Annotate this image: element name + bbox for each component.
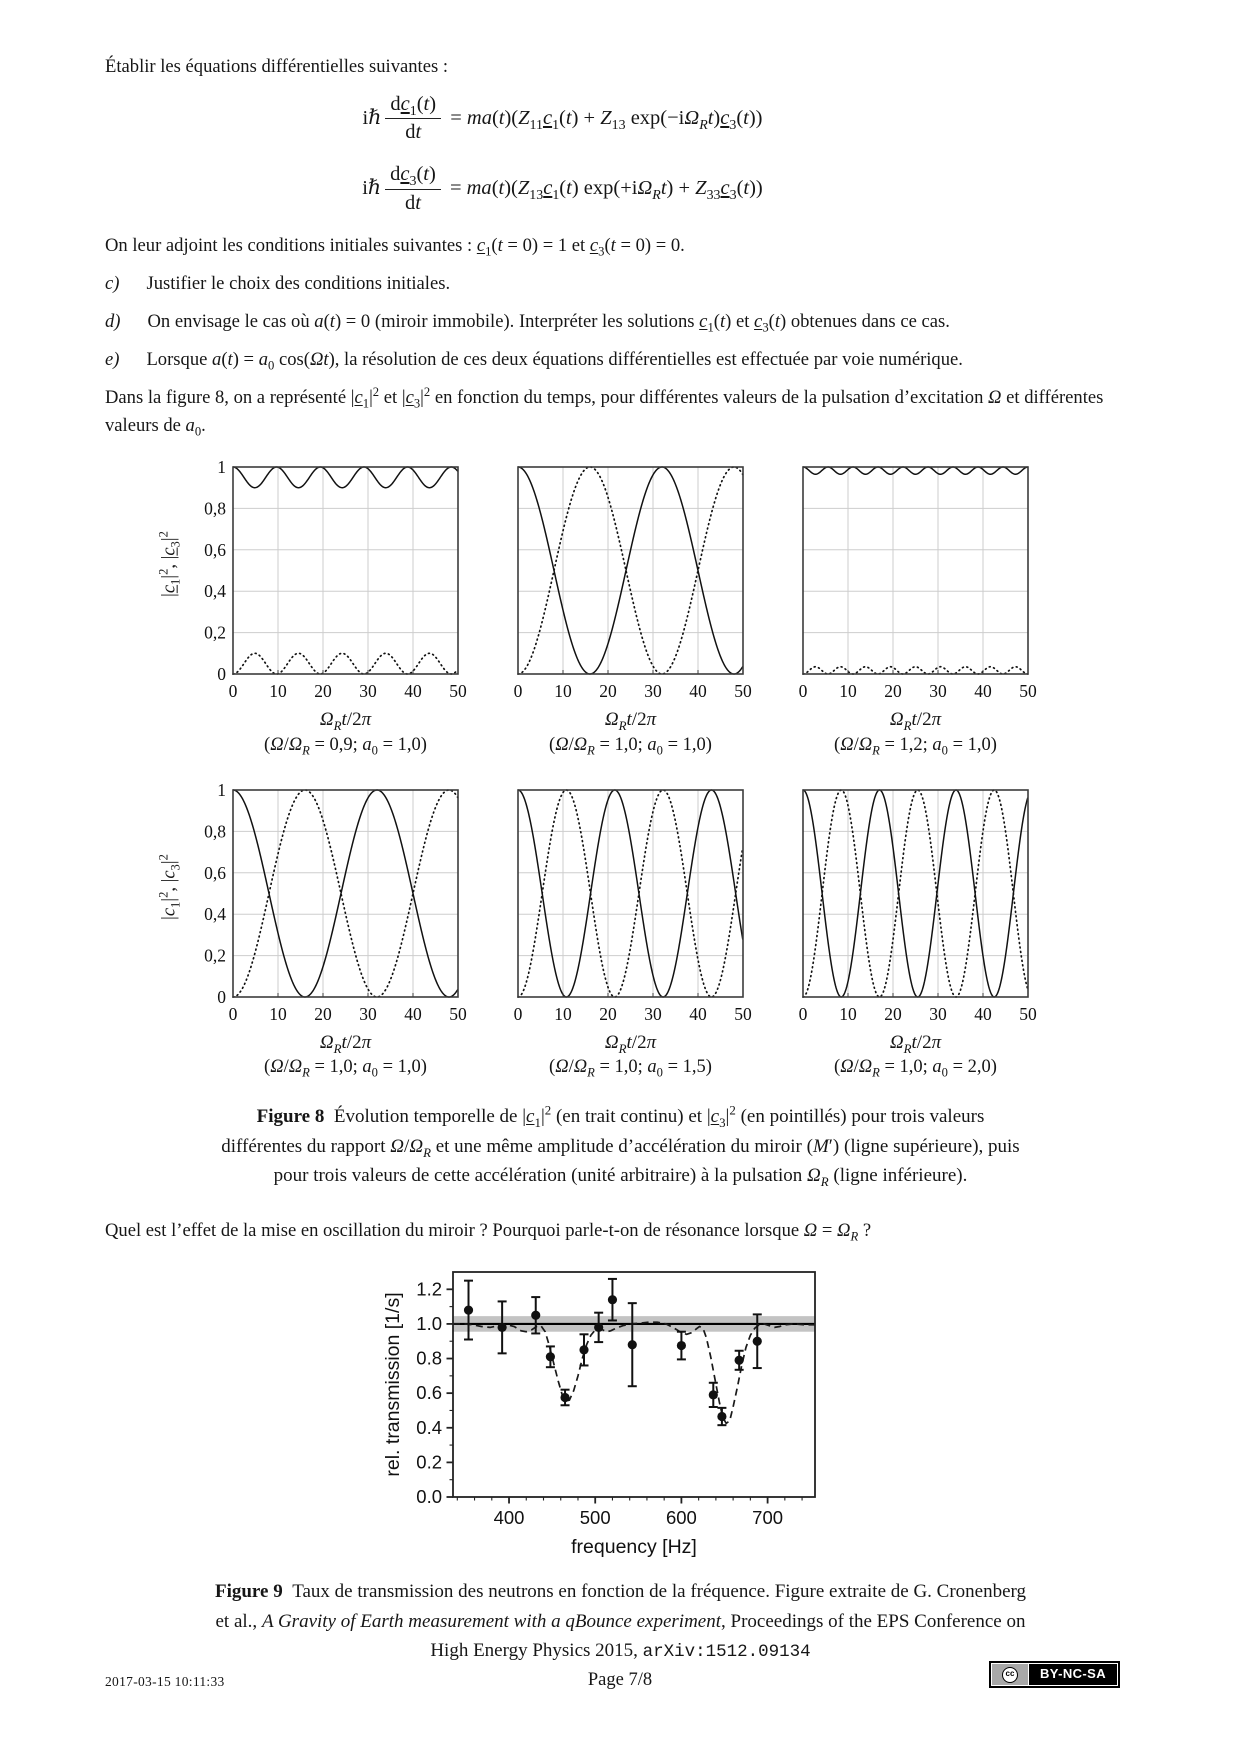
figure8-intro-paragraph: Dans la figure 8, on a représenté $|c_1|^2$ et $|c_3|^2$ en fonction du temps, pour différentes valeurs de la pulsation d’excitation Ω et différentes valeurs de $a_0$. (105, 384, 1104, 440)
svg-text:1: 1 (217, 461, 226, 478)
fraction-denominator: dt (405, 121, 422, 144)
plot-xlabel: $\Omega_Rt/2\pi$ (319, 1031, 372, 1056)
plot-xlabel: $\Omega_Rt/2\pi$ (889, 709, 942, 733)
svg-text:0,2: 0,2 (204, 622, 226, 643)
svg-text:30: 30 (929, 681, 947, 702)
plot-params: ($\Omega/\Omega_R = 1,0$; $a_0 = 2,0$) (834, 1057, 997, 1081)
plot-params: ($\Omega/\Omega_R = 1,0$; $a_0 = 1,5$) (549, 1057, 712, 1081)
fraction-denominator: dt (404, 191, 421, 214)
figure8-caption-line2: différentes du rapport $\Omega/\Omega_R$ et une même amplitude d’accélération du miroir (M′) (ligne supérieure), puis (221, 1135, 1020, 1160)
svg-text:400: 400 (493, 1506, 524, 1528)
svg-text:40: 40 (404, 1003, 422, 1024)
svg-text:20: 20 (884, 681, 902, 702)
figure9-caption-line1: Figure 9 Taux de transmission des neutrons en fonction de la fréquence. Figure extraite de G. Cronenberg (214, 1581, 1027, 1603)
svg-text:0: 0 (228, 1003, 238, 1024)
svg-text:0.0: 0.0 (415, 1485, 442, 1507)
fraction-numerator: $dc_3(t)$ (385, 162, 441, 190)
svg-text:40: 40 (689, 1003, 707, 1024)
svg-text:1.2: 1.2 (415, 1277, 442, 1299)
svg-text:10: 10 (554, 1003, 572, 1024)
figure8-plot-col (185, 784, 470, 1081)
svg-text:0.4: 0.4 (415, 1416, 442, 1438)
figure8-row2-ylabel: $|c_1|^2$, $|c_3|^2$ (156, 853, 183, 920)
equation-1 (47, 92, 1078, 146)
figure8-caption-line3: pour trois valeurs de cette accélération (unité arbitraire) à la pulsation $\Omega_R$ (ligne inférieure). (273, 1165, 968, 1190)
equation-2-fraction (385, 162, 441, 216)
svg-text:0,2: 0,2 (204, 945, 226, 966)
svg-text:50: 50 (449, 681, 467, 702)
plot-caption (803, 707, 1028, 758)
plot-caption (233, 1030, 458, 1081)
cc-icon: cc (992, 1664, 1029, 1685)
equation-2 (47, 162, 1078, 216)
fraction-numerator: $dc_1(t)$ (385, 92, 441, 120)
svg-text:0: 0 (513, 1003, 523, 1024)
plot-xlabel: $\Omega_Rt/2\pi$ (319, 709, 372, 733)
svg-text:500: 500 (579, 1506, 611, 1528)
fig8-plot-a0-1-5 (506, 784, 755, 1027)
plot-params: ($\Omega/\Omega_R = 0,9$; $a_0 = 1,0$) (264, 734, 427, 758)
item-e: e) Lorsque $a(t) = a_0$ cos(Ωt), la résolution de ces deux équations différentielles est effectuée par voie numérique. (105, 348, 963, 373)
cc-license-label: BY-NC-SA (1039, 1666, 1107, 1682)
item-c: c) Justifier le choix des conditions initiales. (105, 273, 451, 295)
figure9-caption-line3: High Energy Physics 2015, arXiv:1512.09134 (430, 1640, 811, 1663)
plot-params: ($\Omega/\Omega_R = 1,0$; $a_0 = 1,0$) (549, 734, 712, 758)
plot-params: ($\Omega/\Omega_R = 1,0$; $a_0 = 1,0$) (264, 1057, 427, 1081)
svg-text:50: 50 (449, 1003, 467, 1024)
svg-text:0,8: 0,8 (204, 498, 226, 519)
svg-text:30: 30 (644, 681, 662, 702)
plot-caption (518, 707, 743, 758)
svg-text:0,6: 0,6 (204, 539, 226, 560)
svg-text:10: 10 (839, 681, 857, 702)
equation-1-fraction (385, 92, 441, 146)
svg-text:0,6: 0,6 (204, 862, 226, 883)
equation-2-rhs: = $ma(t)(Z_{13}c_1(t) \exp(+i\Omega_Rt) + Z_{33}c_3(t))$ (444, 177, 763, 204)
initial-conditions-paragraph: On leur adjoint les conditions initiales suivantes : $c_1(t = 0) = 1$ et $c_3(t = 0) = 0$. (105, 235, 685, 260)
plot-caption (518, 1030, 743, 1081)
svg-text:0,8: 0,8 (204, 821, 226, 842)
svg-text:1: 1 (217, 783, 226, 800)
svg-text:0.8: 0.8 (415, 1347, 442, 1369)
equation-2-lhs: iℏ (362, 177, 382, 200)
question-paragraph: Quel est l’effet de la mise en oscillation du miroir ? Pourquoi parle-t-on de résonance lorsque $\Omega = \Omega_R$ ? (105, 1219, 872, 1244)
footer-timestamp: 2017-03-15 10:11:33 (105, 1674, 225, 1689)
figure9-plot-area (119, 1260, 1150, 1570)
svg-text:10: 10 (269, 1003, 287, 1024)
figure8-plot-col (506, 461, 755, 758)
svg-text:20: 20 (599, 681, 617, 702)
plot-caption (803, 1030, 1028, 1081)
fig8-plot-ratio-1-0 (506, 461, 755, 704)
plot-xlabel: $\Omega_Rt/2\pi$ (604, 709, 657, 733)
svg-text:50: 50 (1019, 681, 1037, 702)
plot-caption (233, 707, 458, 758)
svg-text:frequency [Hz]: frequency [Hz] (570, 1535, 697, 1558)
equations-block (105, 92, 1136, 217)
figure8-plot-col (185, 461, 470, 758)
svg-text:700: 700 (751, 1506, 783, 1528)
intro-paragraph: Établir les équations différentielles suivantes : (105, 56, 449, 77)
svg-text:20: 20 (314, 681, 332, 702)
figure9-caption-line2: et al., A Gravity of Earth measurement with a qBounce experiment, Proceedings of the EPS Conference on (215, 1610, 1026, 1632)
svg-text:50: 50 (1019, 1003, 1037, 1024)
svg-text:20: 20 (599, 1003, 617, 1024)
svg-text:10: 10 (839, 1003, 857, 1024)
svg-text:30: 30 (644, 1003, 662, 1024)
svg-text:0: 0 (217, 664, 226, 685)
svg-text:10: 10 (269, 681, 287, 702)
cc-license-badge (989, 1661, 1120, 1688)
svg-text:30: 30 (359, 681, 377, 702)
svg-text:0: 0 (513, 681, 523, 702)
equation-1-lhs: iℏ (362, 107, 382, 130)
plot-xlabel: $\Omega_Rt/2\pi$ (889, 1031, 942, 1056)
svg-text:50: 50 (734, 1003, 752, 1024)
figure9-caption (105, 1577, 1136, 1666)
svg-text:0,4: 0,4 (204, 903, 226, 924)
svg-text:30: 30 (929, 1003, 947, 1024)
svg-text:600: 600 (665, 1506, 697, 1528)
svg-text:0.6: 0.6 (415, 1381, 442, 1403)
svg-text:1.0: 1.0 (415, 1312, 442, 1334)
svg-text:0: 0 (798, 1003, 808, 1024)
figure8-plot-col (791, 784, 1040, 1081)
svg-text:40: 40 (689, 681, 707, 702)
svg-text:10: 10 (554, 681, 572, 702)
svg-text:0: 0 (217, 986, 226, 1007)
svg-text:40: 40 (404, 681, 422, 702)
plot-xlabel: $\Omega_Rt/2\pi$ (604, 1031, 657, 1056)
footer-page-number: Page 7/8 (587, 1670, 653, 1690)
figure8-plot-col (791, 461, 1040, 758)
svg-text:rel. transmission [1/s]: rel. transmission [1/s] (381, 1291, 404, 1477)
figure8-row-1 (155, 461, 1136, 758)
fig8-plot-ratio-0-9 (185, 461, 470, 704)
figure8-plot-col (506, 784, 755, 1081)
svg-text:50: 50 (734, 681, 752, 702)
equation-1-rhs: = $ma(t)(Z_{11}c_1(t) + Z_{13}$ $\exp(-i\Omega_Rt)c_3(t)$) (445, 107, 763, 134)
cc-badge-inner (991, 1663, 1118, 1686)
svg-text:40: 40 (974, 1003, 992, 1024)
fig8-plot-ratio-1-2 (791, 461, 1040, 704)
figure8-row-2 (155, 784, 1136, 1081)
svg-text:0: 0 (228, 681, 238, 702)
fig9-neutron-transmission-chart (375, 1260, 895, 1560)
figure8-row1-ylabel: $|c_1|^2$, $|c_3|^2$ (156, 531, 183, 598)
svg-text:40: 40 (974, 681, 992, 702)
svg-text:20: 20 (314, 1003, 332, 1024)
figure8-caption-line1: Figure 8 Évolution temporelle de $|c_1|^2$ (en trait continu) et $|c_3|^2$ (en pointillés) pour trois valeurs (256, 1103, 985, 1131)
item-d: d) On envisage le cas où a(t) = 0 (miroir immobile). Interpréter les solutions $c_1(t)$ et $c_3(t)$ obtenues dans ce cas. (105, 310, 950, 335)
fig8-plot-a0-2-0 (791, 784, 1040, 1027)
figure8-caption (105, 1102, 1136, 1190)
svg-text:30: 30 (359, 1003, 377, 1024)
svg-text:0,4: 0,4 (204, 581, 226, 602)
fig8-plot-a0-1-0 (185, 784, 470, 1027)
svg-text:0: 0 (798, 681, 808, 702)
svg-text:0.2: 0.2 (415, 1450, 442, 1472)
svg-text:20: 20 (884, 1003, 902, 1024)
plot-params: ($\Omega/\Omega_R = 1,2$; $a_0 = 1,0$) (834, 734, 997, 758)
